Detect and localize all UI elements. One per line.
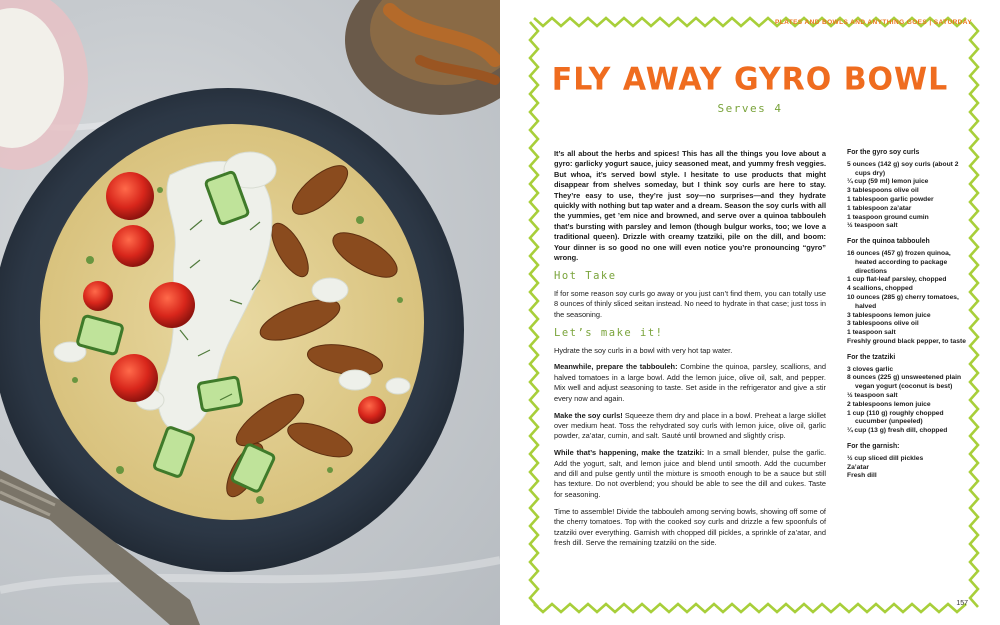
ingredient-item: 1 teaspoon salt bbox=[847, 329, 896, 337]
step-paragraph: Meanwhile, prepare the tabbouleh: Combine the quinoa, parsley, scallions, and halved tomatoes in a large bowl. Add the lemon juice, olive oil, salt, and pepper. Mix well and adjust seasoning to taste. Set aside in the refrigerator and give a stir every now and again. bbox=[554, 362, 826, 403]
step-paragraph: Time to assemble! Divide the tabbouleh among serving bowls, showing off some of the cherry tomatoes. Top with the cooked soy curls and drizzle a few spoonfuls of tzatziki over everything. Garnish with chopped dill pickles, a sprinkle of za’atar, and fresh dill. Serve the remaining tzatziki on the side. bbox=[554, 506, 826, 547]
ingredient-group bbox=[847, 149, 967, 231]
ingredient-item: 3 cloves garlic bbox=[847, 365, 894, 373]
ingredient-group bbox=[847, 238, 967, 347]
recipe-body bbox=[554, 149, 826, 555]
ingredient-item: 3 tablespoons olive oil bbox=[847, 320, 919, 328]
ingredient-item: 8 ounces (225 g) unsweetened plain vegan yogurt (coconut is best) bbox=[847, 374, 962, 391]
ingredient-group-heading: For the quinoa tabbouleh bbox=[847, 238, 930, 246]
ingredient-item: 3 tablespoons lemon juice bbox=[847, 311, 931, 319]
ingredient-item: 10 ounces (285 g) cherry tomatoes, halved bbox=[847, 293, 959, 310]
ingredient-group-heading: For the gyro soy curls bbox=[847, 149, 920, 156]
ingredient-item: 1 teaspoon ground cumin bbox=[847, 213, 929, 221]
hot-take-text: If for some reason soy curls go away or you just can’t find them, you can totally use 8 ounces of thinly sliced seitan instead. No need to hydrate in that case; just toss in the seasoning. bbox=[554, 288, 826, 319]
step-paragraph: Hydrate the soy curls in a bowl with very hot tap water. bbox=[554, 345, 733, 355]
ingredient-item: 16 ounces (457 g) frozen quinoa, heated according to package directions bbox=[847, 249, 951, 275]
ingredient-item: 5 ounces (142 g) soy curls (about 2 cups dry) bbox=[847, 160, 959, 177]
step-paragraph: Make the soy curls! Squeeze them dry and place in a bowl. Preheat a large skillet over medium heat. Toss the rehydrated soy curls with lemon juice, olive oil, garlic powder, za’atar, cumin, and salt. Sauté until browned and slightly crisp. bbox=[554, 410, 826, 441]
serves-label: Serves 4 bbox=[717, 102, 783, 115]
ingredient-item: 1 tablespoon za’atar bbox=[847, 204, 912, 212]
ingredient-item: Freshly ground black pepper, to taste bbox=[847, 337, 966, 345]
ingredient-item: ½ teaspoon salt bbox=[847, 391, 898, 399]
ingredients-column bbox=[847, 149, 967, 488]
page-number: 157 bbox=[956, 600, 968, 607]
ingredient-item: 1 cup flat-leaf parsley, chopped bbox=[847, 276, 947, 284]
ingredient-group bbox=[847, 443, 967, 481]
ingredient-item: ½ cup sliced dill pickles bbox=[847, 454, 924, 462]
ingredient-item: Za’atar bbox=[847, 463, 869, 471]
ingredient-group-heading: For the garnish: bbox=[847, 442, 900, 450]
ingredient-item: ½ teaspoon salt bbox=[847, 222, 898, 230]
running-head: PLATES AND BOWLS AND ANYTHING GOES | SATURDAY bbox=[774, 19, 972, 26]
ingredient-group bbox=[847, 354, 967, 436]
intro-paragraph: It’s all about the herbs and spices! This has all the things you love about a gyro: garlicky yogurt sauce, juicy seasoned meat, and yummy fresh veggies. But whoa, it’s served bowl style. I hesitate to use products that might disappear from shelves someday, but I think soy curls are here to stay. They’re easy to use, they’re just soy—no surprises—and they hydrate quickly with nothing but tap water and a dream. Season the soy curls with all the yummies, get ’em nice and browned, and serve over a quinoa tabbouleh that’s bursting with parsley and lemon (though bulgur works, too; we love a traditional queen). Drizzle with creamy tzatziki, pile on the dill, and boom: Your dinner is so good no one will even notice you’re pronouncing “gyro” wrong. bbox=[554, 149, 826, 263]
ingredient-item: Fresh dill bbox=[847, 472, 877, 480]
hot-take-heading: Hot Take bbox=[554, 270, 617, 283]
lets-make-it-heading: Let’s make it! bbox=[554, 327, 664, 340]
recipe-page bbox=[500, 0, 1000, 625]
ingredient-item: ¼ cup (59 ml) lemon juice bbox=[847, 178, 929, 186]
ingredient-item: ¼ cup (13 g) fresh dill, chopped bbox=[847, 427, 948, 435]
step-paragraph: While that’s happening, make the tzatziki: In a small blender, pulse the garlic. Add the yogurt, salt, and lemon juice and blend until smooth. Add the cucumber and dill and pulse gently until the mixture is smooth enough to be a sauce but still has texture. Do not overblend; you should be able to see the dill and cukes. Taste for seasoning. bbox=[554, 448, 826, 499]
ingredient-group-heading: For the tzatziki bbox=[847, 353, 896, 361]
ingredient-item: 2 tablespoons lemon juice bbox=[847, 400, 931, 408]
recipe-title: FLY AWAY GYRO BOWL bbox=[551, 61, 949, 98]
ingredient-item: 4 scallions, chopped bbox=[847, 285, 913, 293]
ingredient-item: 1 tablespoon garlic powder bbox=[847, 195, 934, 203]
ingredient-item: 1 cup (110 g) roughly chopped cucumber (unpeeled) bbox=[847, 409, 944, 426]
ingredient-item: 3 tablespoons olive oil bbox=[847, 187, 919, 195]
